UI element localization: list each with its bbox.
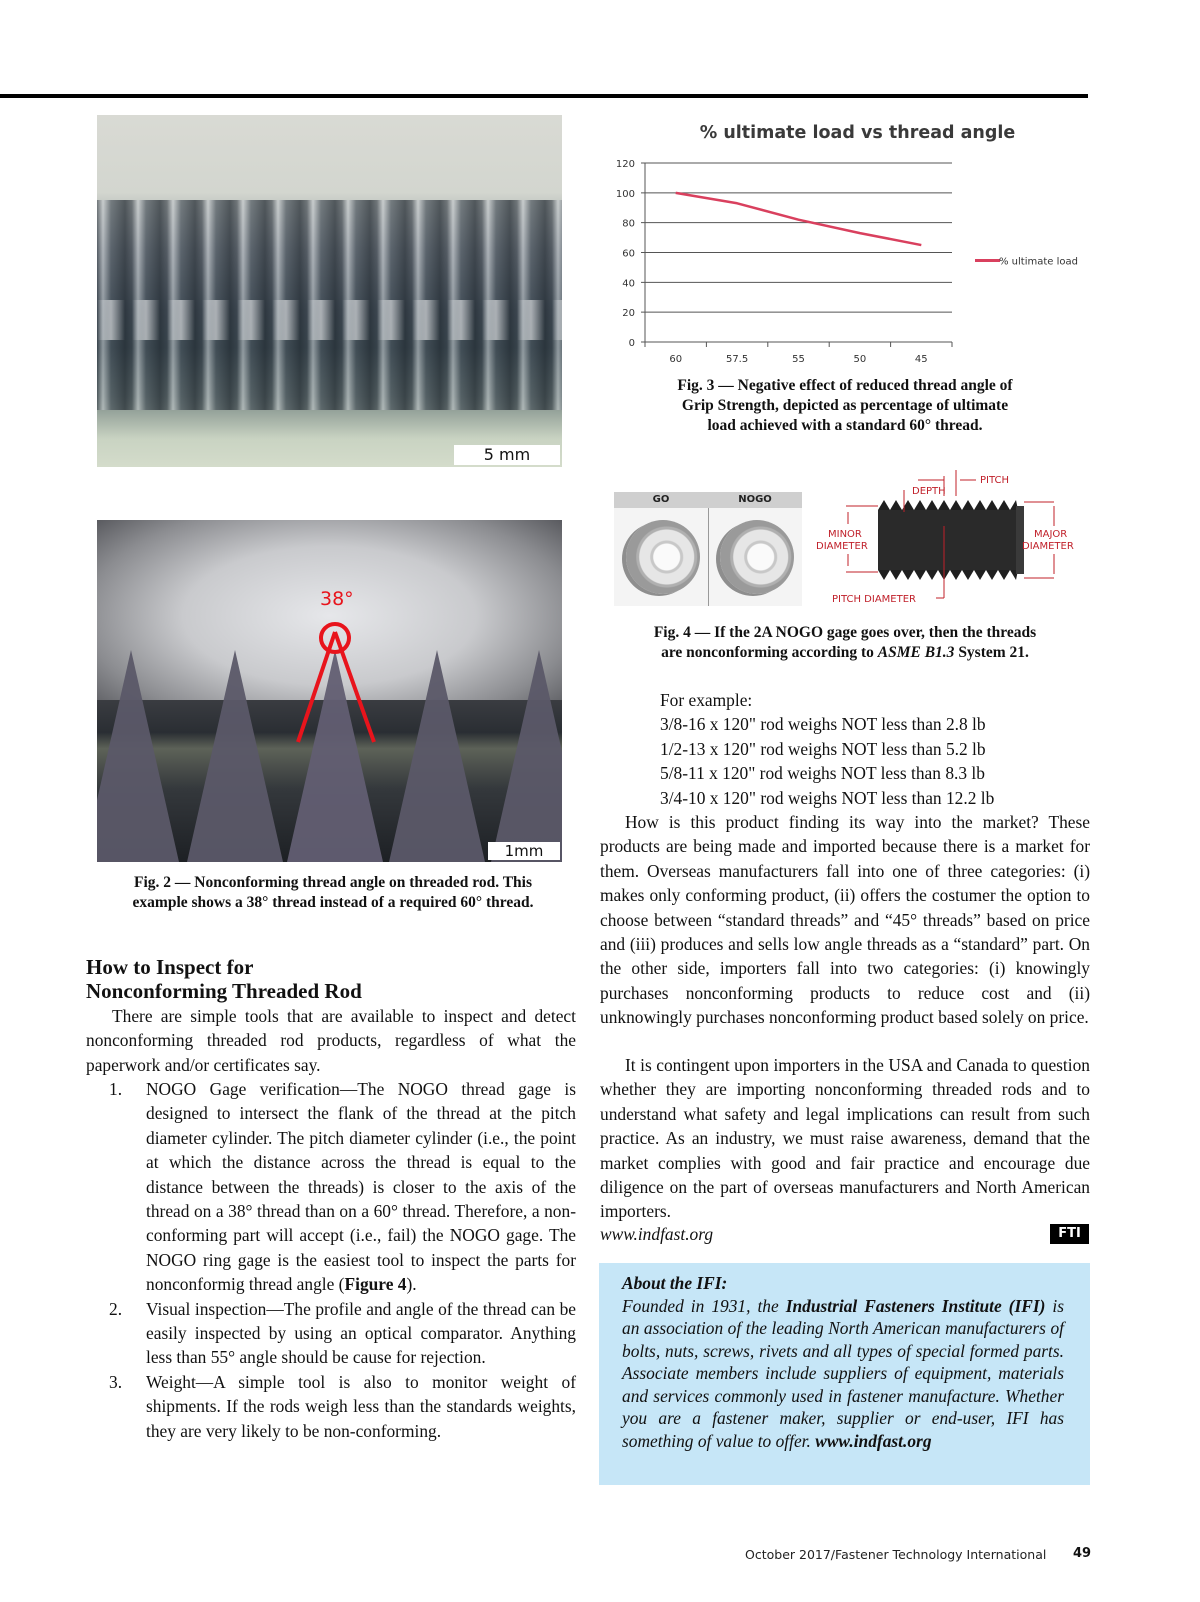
major-diameter-label-2: DIAMETER (1022, 541, 1074, 552)
list-text-tail: ). (406, 1274, 417, 1295)
about-title: About the IFI: (622, 1273, 728, 1293)
importers-paragraph: It is contingent upon importers in the USA and Canada to question whether they are importing nonconforming threaded rods and to understand what safety and legal implications can result from such practice. As an industry, we must raise awareness, demand that the market complies with good and fair practice and encourage due diligence on the part of overseas manufacturers and North American importers. (600, 1055, 1090, 1222)
chart-title: % ultimate load vs thread angle (699, 123, 1016, 143)
svg-text:60: 60 (622, 248, 635, 260)
list-item (86, 1370, 576, 1443)
about-text-post: is an association of the leading North American manufacturers of bolts, nuts, screws, rivets and all types of special formed parts. Associate members include suppliers of equipment, materials and services commonly used in fastener manufacture. Whether you are a fastener maker, supplier or end-user, IFI has something of value to offer. (622, 1295, 1064, 1451)
caption-line: example shows a 38° thread instead of a required 60° thread. (132, 894, 534, 911)
figure2-caption (86, 873, 580, 913)
svg-text:120: 120 (615, 159, 635, 170)
list-number: 2. (109, 1298, 123, 1319)
caption-line: Fig. 4 — If the 2A NOGO gage goes over, then the threads (653, 624, 1037, 641)
pitch-diameter-label: PITCH DIAMETER (832, 594, 916, 605)
nogo-label: NOGO (738, 494, 772, 505)
gage-header (614, 492, 802, 508)
list-text: Weight—A simple tool is also to monitor weight of shipments. If the rods weigh less than the standards weights, they are very likely to be non-conforming. (146, 1371, 576, 1441)
ultimate-load-chart (600, 115, 1095, 373)
standard-reference: ASME B1.3 (877, 644, 955, 661)
caption-line (600, 643, 1090, 663)
list-item (86, 1297, 576, 1370)
gage-divider (708, 508, 709, 606)
svg-text:0: 0 (628, 338, 635, 349)
pitch-label: PITCH (980, 475, 1010, 486)
list-text: Visual inspection—The profile and angle of the thread can be easily inspected by using an optical comparator. Anything less than 55° angle should be cause for rejection. (146, 1298, 576, 1368)
caption-line: Grip Strength, depicted as percentage of ultimate (681, 397, 1009, 414)
example-line: 3/4-10 x 120" rod weighs NOT less than 12.2 lb (660, 787, 995, 808)
inspection-methods-list (86, 1077, 576, 1443)
svg-text:57.5: 57.5 (725, 354, 749, 365)
footer-text: October 2017/Fastener Technology International (745, 1547, 1047, 1562)
nogo-ring-gage-icon (720, 520, 794, 594)
chart-plot (600, 115, 1095, 373)
list-text (146, 1077, 576, 1297)
scale-bar-5mm: 5 mm (454, 445, 560, 465)
caption-line: load achieved with a standard 60° thread. (707, 417, 983, 434)
examples-lead: For example: (660, 690, 753, 710)
thread-angle-photo (97, 520, 562, 862)
go-ring-gage-icon (626, 520, 700, 594)
svg-text:40: 40 (622, 278, 635, 290)
end-of-article-badge: FTI (1050, 1224, 1089, 1244)
svg-text:50: 50 (853, 354, 867, 365)
about-link[interactable]: www.indfast.org (815, 1430, 932, 1451)
svg-text:55: 55 (792, 354, 805, 365)
weight-examples (660, 688, 1090, 810)
svg-text:45: 45 (914, 354, 928, 365)
about-text-pre: Founded in 1931, the (622, 1295, 786, 1316)
page-number: 49 (1073, 1546, 1092, 1561)
about-ifi-box (599, 1263, 1090, 1485)
svg-text:60: 60 (669, 354, 683, 365)
section-heading (86, 955, 362, 1003)
caption-text: System 21. (954, 644, 1029, 661)
svg-text:100: 100 (615, 188, 635, 200)
list-item (86, 1077, 576, 1297)
minor-diameter-label-2: DIAMETER (816, 541, 868, 552)
list-number: 1. (109, 1079, 123, 1099)
list-text-body: NOGO Gage verification—The NOGO thread gage is designed to intersect the flank of the thread at the pitch diameter cylinder. The pitch diameter cylinder (i.e., the point at which the distance across the thread is equal to the distance between the threads) is closer to the axis of the thread on a 38° thread than on a 60° thread. Therefore, a non-conforming part will accept (i.e., fail) the NOGO gage. The NOGO ring gage is the easiest tool to inspect the parts for nonconformig thread angle ( (146, 1079, 576, 1295)
svg-text:20: 20 (622, 308, 635, 320)
example-line: 3/8-16 x 120" rod weighs NOT less than 2.8 lb (660, 714, 986, 735)
caption-text: are nonconforming according to (661, 644, 878, 661)
about-text (622, 1295, 1064, 1453)
go-nogo-gages (614, 492, 802, 606)
source-link[interactable]: www.indfast.org (600, 1224, 714, 1244)
depth-label: DEPTH (912, 486, 946, 497)
scale-bar-1mm: 1mm (488, 842, 560, 860)
market-paragraph: How is this product finding its way into the market? These products are being made and imported because there is a market for them. Overseas manufacturers fall into one of three categories: (i) makes only conforming product, (ii) offers the costumer the option to choose between “standard threads” and “45° threads” based on price and (iii) produces and sells low angle threads as a “standard” part. On the other side, importers fall into two categories: (i) knowingly purchases nonconforming products to reduce cost and (ii) unknowingly purchases nonconforming product based solely on price. (600, 812, 1090, 1028)
example-line: 5/8-11 x 120" rod weighs NOT less than 8.3 lb (660, 763, 985, 784)
minor-diameter-label-1: MINOR (828, 529, 862, 540)
figure4-caption (600, 623, 1090, 663)
heading-line: Nonconforming Threaded Rod (86, 979, 362, 1003)
angle-annotation-icon (97, 520, 562, 862)
caption-line: Fig. 2 — Nonconforming thread angle on threaded rod. This (133, 874, 533, 891)
figure-reference: Figure 4 (344, 1274, 407, 1295)
caption-line: Fig. 3 — Negative effect of reduced thread angle of (677, 377, 1013, 394)
header-rule (0, 94, 1088, 98)
svg-text:80: 80 (622, 218, 635, 230)
thread-geometry-diagram (808, 466, 1098, 606)
svg-text:% ultimate load: % ultimate load (999, 256, 1078, 268)
thread-highlight (97, 300, 562, 340)
intro-paragraph: There are simple tools that are available to inspect and detect nonconforming threaded rod products, regardless of what the paperwork and/or certificates say. (86, 1006, 576, 1075)
figure3-caption (600, 376, 1090, 436)
major-diameter-label-1: MAJOR (1034, 529, 1068, 540)
org-name: Industrial Fasteners Institute (IFI) (785, 1295, 1046, 1316)
go-label: GO (652, 494, 670, 505)
heading-line: How to Inspect for (86, 955, 254, 979)
threaded-rod-photo (97, 115, 562, 467)
list-number: 3. (109, 1371, 123, 1392)
example-line: 1/2-13 x 120" rod weighs NOT less than 5.2 lb (660, 738, 986, 759)
angle-label: 38° (320, 588, 354, 610)
